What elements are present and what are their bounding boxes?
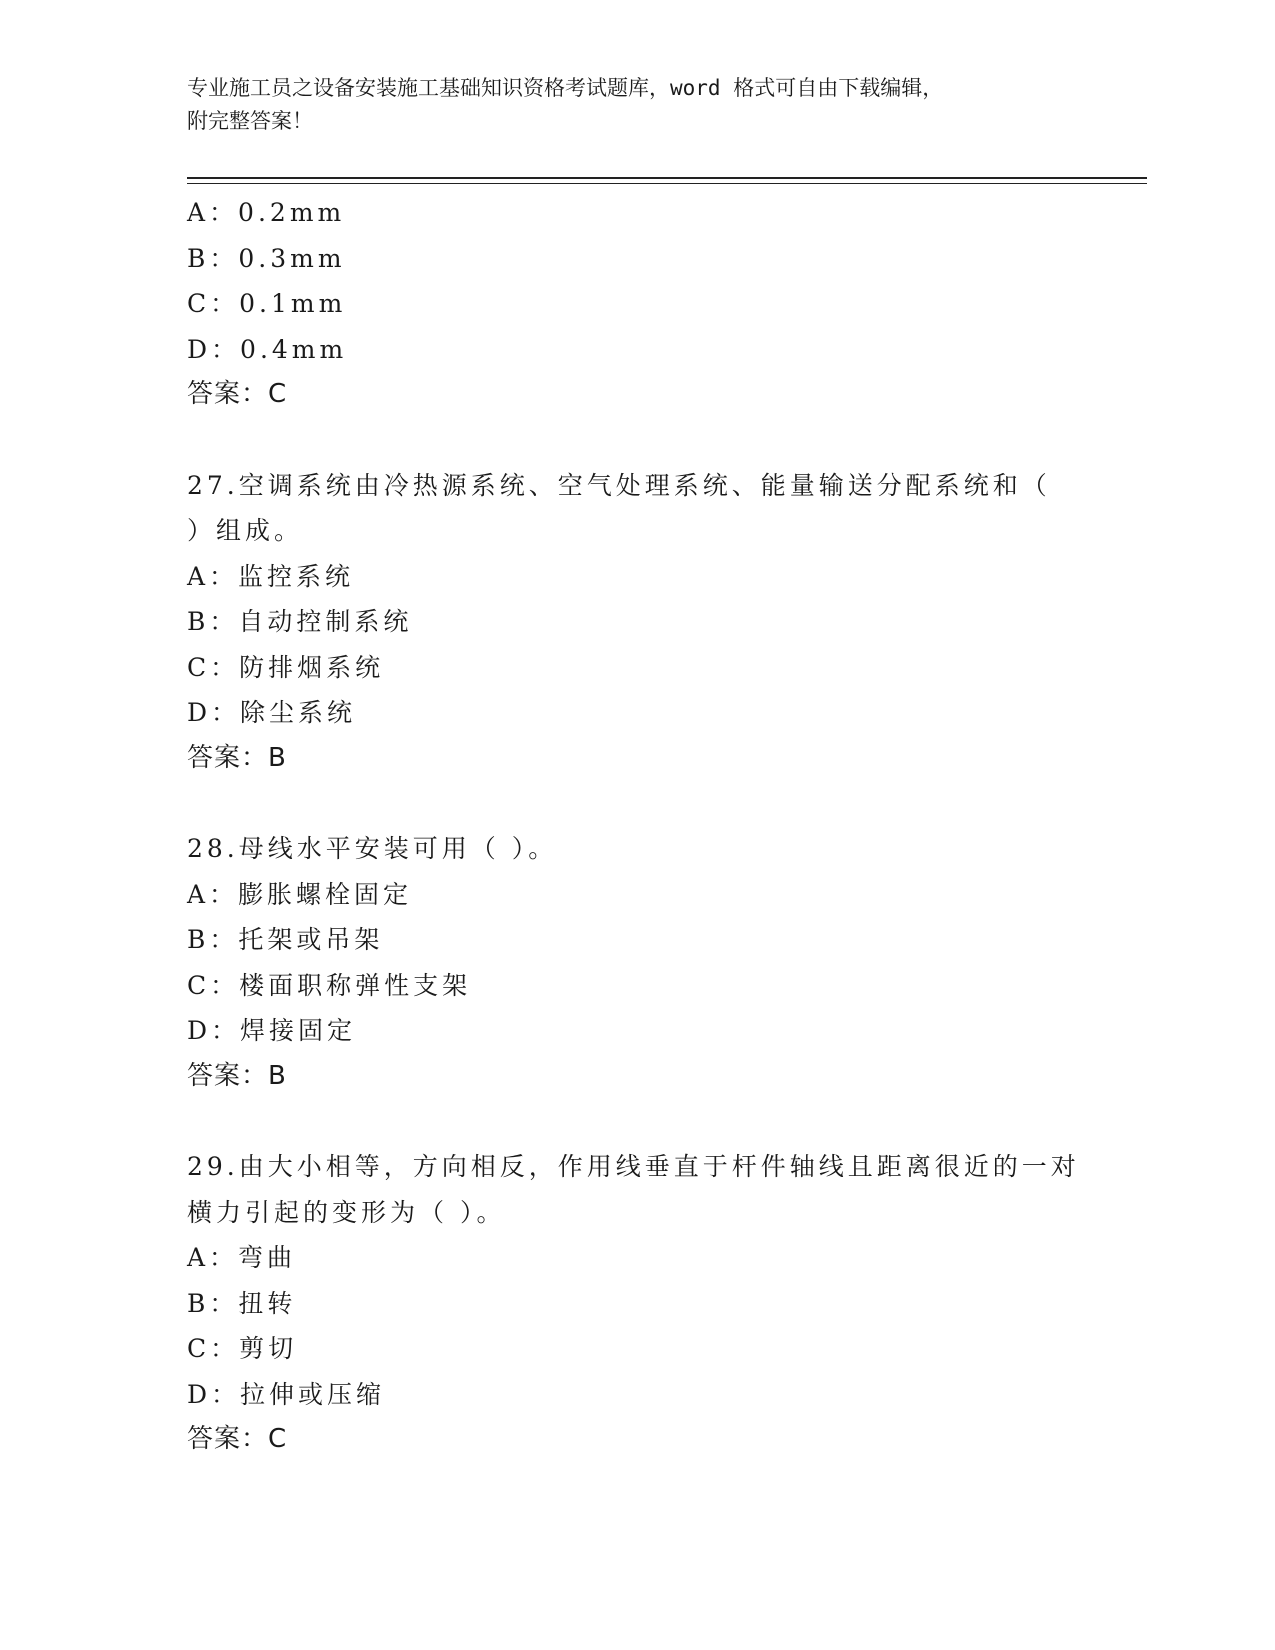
option-b: B：自动控制系统 xyxy=(187,607,413,636)
option-c: C：剪切 xyxy=(187,1334,298,1363)
document-header xyxy=(187,72,1087,138)
answer-text: 答案：C xyxy=(187,379,288,409)
question-text-line-2: ）组成。 xyxy=(187,516,304,545)
option-c: C：防排烟系统 xyxy=(187,652,385,682)
question-text-line-2: 横力引起的变形为（ ）。 xyxy=(187,1197,506,1227)
answer-text: 答案：C xyxy=(187,1424,288,1454)
option-d: D：0.4mm xyxy=(187,334,348,364)
question-block xyxy=(187,826,1107,1099)
question-block xyxy=(187,1144,1107,1463)
option-b: B：扭转 xyxy=(187,1288,297,1318)
option-b: B：托架或吊架 xyxy=(187,925,384,954)
option-a: A：弯曲 xyxy=(187,1243,297,1272)
header-line-2: 附完整答案！ xyxy=(187,109,313,133)
question-text-line-1: 27.空调系统由冷热源系统、空气处理系统、能量输送分配系统和（ xyxy=(187,470,1051,500)
answer-text: 答案：B xyxy=(187,742,287,773)
option-a: A：监控系统 xyxy=(187,561,355,591)
option-c: C：楼面职称弹性支架 xyxy=(187,970,472,1000)
header-divider-thick xyxy=(187,177,1147,179)
question-block xyxy=(187,463,1107,782)
header-line-1: 专业施工员之设备安装施工基础知识资格考试题库，word 格式可自由下载编辑， xyxy=(187,76,944,100)
option-d: D：焊接固定 xyxy=(187,1016,357,1045)
option-d: D：拉伸或压缩 xyxy=(187,1379,386,1409)
question-list xyxy=(187,190,1107,1463)
option-d: D：除尘系统 xyxy=(187,698,357,727)
header-divider-thin xyxy=(187,183,1147,184)
option-a: A：膨胀螺栓固定 xyxy=(187,879,413,909)
question-block xyxy=(187,190,1107,418)
option-b: B：0.3mm xyxy=(187,243,346,273)
option-a: A：0.2mm xyxy=(187,198,346,227)
question-text-line-1: 28.母线水平安装可用（ ）。 xyxy=(187,834,558,863)
option-c: C：0.1mm xyxy=(187,289,347,318)
answer-text: 答案：B xyxy=(187,1060,287,1091)
question-text-line-1: 29.由大小相等，方向相反，作用线垂直于杆件轴线且距离很近的一对 xyxy=(187,1152,1080,1181)
